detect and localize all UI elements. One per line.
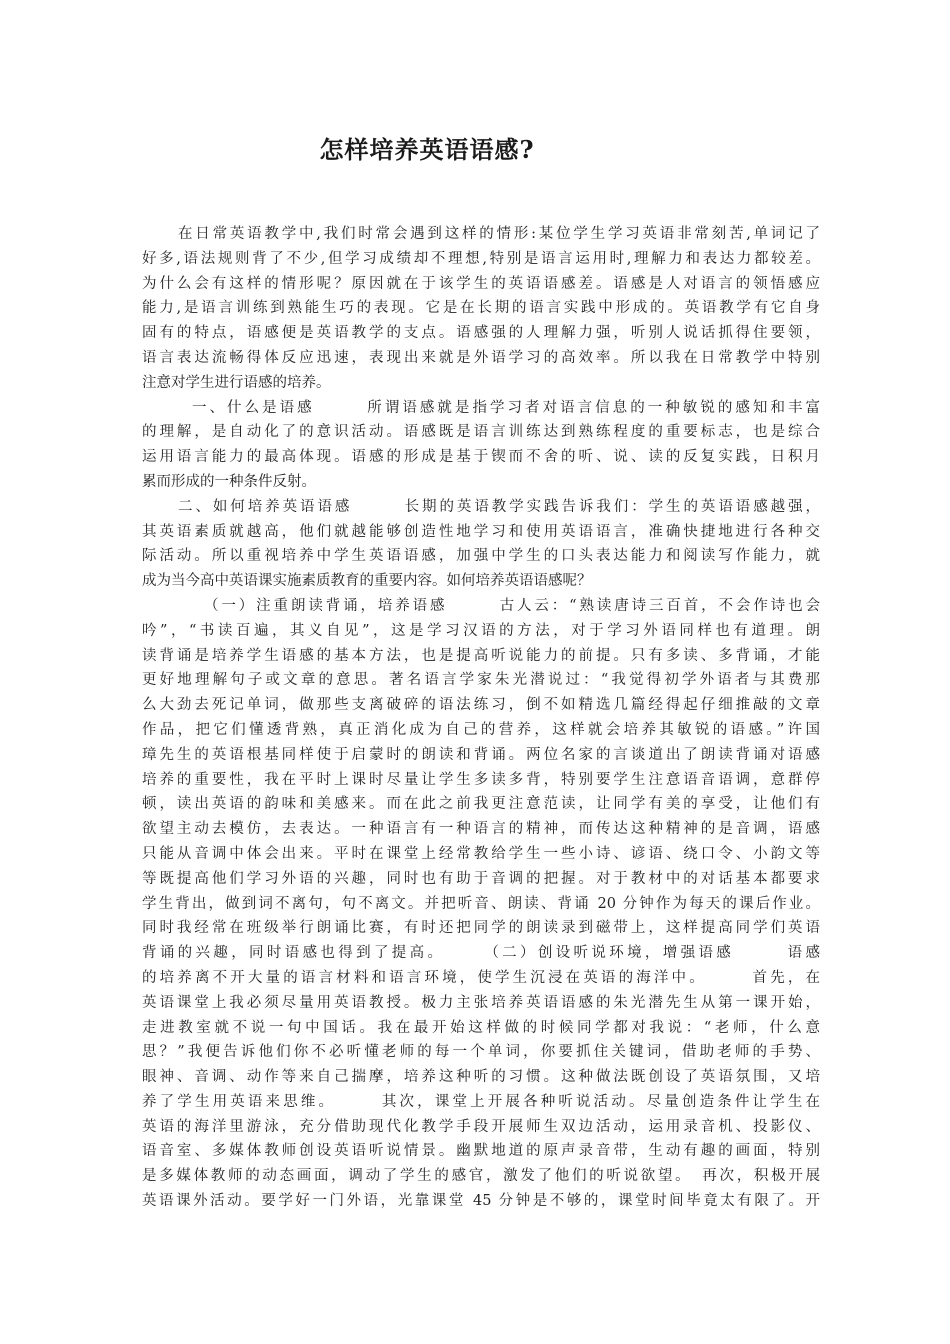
text-line: 成为当今高中英语课实施素质教育的重要内容。如何培养英语语感呢？ [142,573,592,590]
text-line: 养了学生用英语来思维。 其次，课堂上开展各种听说活动。尽量创造条件让学生在 [142,1093,820,1110]
text-line: 背诵的兴趣，同时语感也得到了提高。 （二）创设听说环境，增强语感 语感 [142,945,820,962]
text-line: 等既提高他们学习外语的兴趣，同时也有助于音调的把握。对于教材中的对话基本都要求 [142,870,820,887]
text-line: 其英语素质就越高，他们就越能够创造性地学习和使用英语语言，准确快捷地进行各种交 [142,523,820,540]
text-line: 能力,是语言训练到熟能生巧的表现。它是在长期的语言实践中形成的。英语教学有它自身 [142,300,820,317]
text-line: 读背诵是培养学生语感的基本方法，也是提高听说能力的前提。只有多读、多背诵，才能 [142,647,820,664]
text-line: 际活动。所以重视培养中学生英语语感，加强中学生的口头表达能力和阅读写作能力，就 [142,548,820,565]
text-line: 眼神、音调、动作等来自己揣摩，培养这种听的习惯。这种做法既创设了英语氛围，又培 [142,1069,820,1086]
document-title: 怎样培养英语语感? [319,135,535,164]
text-line: 语音室、多媒体教师创设英语听说情景。幽默地道的原声录音带，生动有趣的画面，特别 [142,1143,820,1160]
text-line: 一、什么是语感 所谓语感就是指学习者对语言信息的一种敏锐的感知和丰富 [192,399,820,416]
text-line: （一）注重朗读背诵，培养语感 古人云：“熟读唐诗三百首，不会作诗也会 [204,597,820,614]
text-line: 注意对学生进行语感的培养。 [142,374,331,391]
text-line: 更好地理解句子或文章的意思。著名语言学家朱光潜说过：“我觉得初学外语者与其费那 [142,672,820,689]
text-line: 吟”，“书读百遍，其义自见”，这是学习汉语的方法，对于学习外语同样也有道理。朗 [142,622,820,639]
text-line: 累而形成的一种条件反射。 [142,473,316,490]
document-body [142,222,820,1214]
text-line: 在日常英语教学中,我们时常会遇到这样的情形:某位学生学习英语非常刻苦,单词记了 [178,226,820,242]
text-line: 二、如何培养英语语感 长期的英语教学实践告诉我们：学生的英语语感越强， [178,498,820,515]
text-line: 学生背出，做到词不离句，句不离文。并把听音、朗读、背诵 20 分钟作为每天的课后作业。 [142,895,820,912]
text-line: 同时我经常在班级举行朗诵比赛，有时还把同学的朗读录到磁带上，这样提高同学们英语 [142,920,820,937]
text-line: 英语课外活动。要学好一门外语，光靠课堂 45 分钟是不够的，课堂时间毕竟太有限了。开 [142,1193,820,1210]
text-line: 璋先生的英语根基同样使于启蒙时的朗读和背诵。两位名家的言谈道出了朗读背诵对语感 [142,746,820,763]
text-line: 欲望主动去模仿，去表达。一种语言有一种语言的精神，而传达这种精神的是音调，语感 [142,821,820,838]
text-line: 顿，读出英语的韵味和美感来。而在此之前我更注意范读，让同学有美的享受，让他们有 [142,796,820,813]
text-line: 语言表达流畅得体反应迅速，表现出来就是外语学习的高效率。所以我在日常教学中特别 [142,349,820,366]
text-line: 么大劲去死记单词，做那些支离破碎的语法练习，倒不如精选几篇经得起仔细推敲的文章 [142,697,820,714]
text-line: 培养的重要性，我在平时上课时尽量让学生多读多背，特别要学生注意语音语调，意群停 [142,771,820,788]
text-line: 固有的特点，语感便是英语教学的支点。语感强的人理解力强，听别人说话抓得住要领， [142,325,820,342]
text-line: 作品，把它们懂透背熟，真正消化成为自己的营养，这样就会培养其敏锐的语感。”许国 [142,721,820,738]
text-line: 为什么会有这样的情形呢？原因就在于该学生的英语语感差。语感是人对语言的领悟感应 [142,275,820,292]
text-line: 的理解，是自动化了的意识活动。语感既是语言训练达到熟练程度的重要标志，也是综合 [142,424,820,441]
text-line: 走进教室就不说一句中国话。我在最开始这样做的时候同学都对我说：“老师，什么意 [142,1019,820,1036]
text-line: 运用语言能力的最高体现。语感的形成是基于锲而不舍的听、说、读的反复实践，日积月 [142,449,820,466]
text-line: 英语课堂上我必须尽量用英语教授。极力主张培养英语语感的朱光潜先生从第一课开始， [142,994,820,1011]
text-line: 是多媒体教师的动态画面，调动了学生的感官，激发了他们的听说欲望。 再次，积极开展 [142,1168,820,1185]
text-line: 只能从音调中体会出来。平时在课堂上经常教给学生一些小诗、谚语、绕口令、小韵文等 [142,845,820,862]
text-line: 好多,语法规则背了不少,但学习成绩却不理想,特别是语言运用时,理解力和表达力都较差。 [142,250,820,267]
text-line: 思？”我便告诉他们你不必听懂老师的每一个单词，你要抓住关键词，借助老师的手势、 [142,1044,820,1061]
text-line: 英语的海洋里游泳，充分借助现代化教学手段开展师生双边活动，运用录音机、投影仪、 [142,1118,820,1135]
text-line: 的培养离不开大量的语言材料和语言环境，使学生沉浸在英语的海洋中。 首先，在 [142,969,820,986]
